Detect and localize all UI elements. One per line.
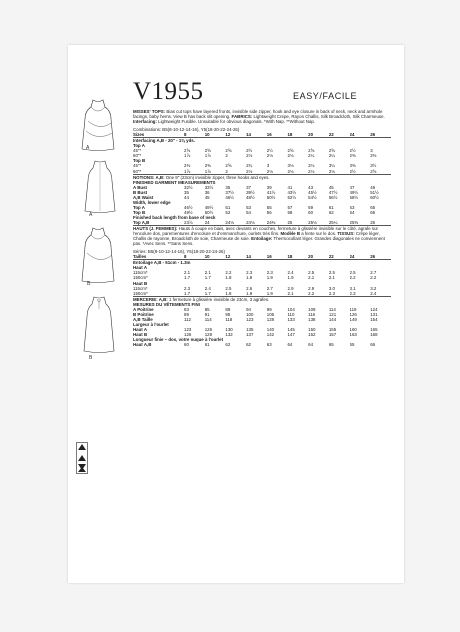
- table-row: Top B 49½ 50½ 52 54 56 58 60 62 64 66: [133, 209, 376, 215]
- sketch-view-a-back: [82, 159, 118, 215]
- table-row: 60"* 1⅞ 1⅞ 2 2⅛ 2⅛ 2⅛ 2⅛ 2⅛ 2½ 2⅝: [133, 169, 391, 175]
- table-row: A,B Taille 112 114 118 123 128 133 138 144 149 154: [133, 316, 378, 322]
- table-row: 150cm* 1.7 1.7 1.8 1.8 1.9 1.9 2.1 2.1 2.2 2.2: [133, 275, 377, 281]
- sketch-view-b-front: [78, 225, 118, 285]
- en-fabrics: Lightweight Crepe, Rayon Challis, Silk Broadcloth, Silk Charmeuse.: [252, 114, 385, 120]
- fabric-symbols: [76, 442, 88, 479]
- table-row: Haut A: [133, 265, 147, 271]
- table-row: Longueur finie – dos, votre nuque à l'ourlet: [133, 337, 224, 343]
- en-title: MISSES' TOPS:: [133, 109, 166, 114]
- table-row: Finished back length from base of neck: [133, 214, 216, 220]
- sketch-label: B: [89, 355, 93, 361]
- table-row: B Poitrine 89 91 95 100 105 110 116 121 126 131: [133, 311, 378, 317]
- table-row: NOTIONS: A,B: One 9" (23cm) invisible zipper, three hooks and eyes.: [133, 174, 270, 180]
- table-row: Top A 46½ 49½ 51 53 55 57 59 61 63 65: [133, 204, 376, 210]
- table-row: A Poitrine 83 85 89 94 99 104 109 114 119 124: [133, 306, 378, 312]
- fr-series: Séries: B5(8-10-12-14-16), Y5(18-20-22-24-26): [133, 249, 225, 255]
- table-row: Top A: [133, 143, 145, 149]
- table-row: 45"* 2⅜ 2⅜ 2⅝ 2¾ 3 3⅛ 3⅛ 3¼ 3⅜ 3½: [133, 163, 377, 169]
- french-description: HAUTS (J. FEMMES): Hauts à coupe en biais, avec devants en couches, fermeture à glissière invisible sur le côté, agrafe sur l'encolure dos, parementures d'encolure et d'emmanchure, ourlets très fins. Modèle B a fente sur le dos. TISSUS: Crêpe léger, Challis de rayonne, Broadcloth de soie, Charmeuse de soie. Entoilage: Thermocollant léger. Grandes diagonales ne conviennent pas. *Avec Sens. **Sans Sens.: [133, 226, 385, 247]
- table-row: 45"* 2⅝ 2⅝ 2⅝ 2½ 2½ 2⅝ 2⅝ 2⅝ 2½ 3: [133, 148, 373, 154]
- difficulty-label: EASY/FACILE: [293, 91, 358, 101]
- sketch-label: B: [87, 281, 91, 287]
- en-combinations: Combinations: B5(8-10-12-14-16), Y5(18-20-22-24-26): [133, 127, 240, 133]
- english-description: [133, 109, 393, 124]
- table-row: FINISHED GARMENT MEASUREMENTS: [133, 179, 216, 185]
- table-row: Entoilage A,B - 51cm - 1.3m: [133, 260, 191, 266]
- table-row: Haut A 123 126 130 135 140 145 150 155 160 165: [133, 326, 378, 332]
- en-description: Bias cut tops have layered fronts, invisible side zipper, hook and eye closure in back of neck, neck and armhole facings, baby hems. View B has back slit opening.: [133, 109, 383, 120]
- sketch-view-b-back: [81, 295, 117, 355]
- table-row: Top A,B 23⅞ 24 24⅛ 24⅛ 24⅜ 25 25⅛ 25¼ 25⅜ 26: [133, 220, 391, 226]
- pattern-description: [133, 109, 393, 347]
- table-row: 60"* 1⅞ 1⅞ 2 2⅛ 2⅛ 2⅛ 2¼ 2¼ 2⅜ 2⅜: [133, 153, 377, 159]
- table-row: B Bust 35 36 37½ 39½ 41½ 43½ 45½ 47½ 49½ 51½: [133, 189, 379, 195]
- table-row: Top B: [133, 158, 146, 164]
- pattern-sheet: [68, 45, 404, 583]
- table-row: Interfacing A,B - 20" - 1⅜ yds.: [133, 138, 195, 144]
- table-row: MESURES DU VÊTEMENTS FINI: [133, 301, 200, 307]
- table-row: Haut A,B 60 61 62 62 63 64 64 65 65 66: [133, 342, 376, 348]
- en-interfacing-label: Interfacing:: [133, 119, 157, 125]
- table-row: A Bust 32½ 33½ 35 37 39 41 43 45 47 49: [133, 184, 376, 190]
- table-row: Tailles 8 10 12 14 16 18 20 22 24 26: [133, 254, 391, 260]
- fr-yardage-table: [133, 254, 391, 347]
- en-fabrics-label: FABRICS:: [230, 114, 253, 120]
- table-row: 115cm* 2.3 2.4 2.5 2.6 2.7 2.9 2.9 3.0 3.1 3.2: [133, 285, 377, 291]
- table-row: MERCERIE: A,B: 1 fermeture à glissière invisible de 23cm, 3 agrafes.: [133, 296, 270, 302]
- table-row: Largeur à l'ourlet: [133, 321, 169, 327]
- en-yardage-table: [133, 132, 391, 226]
- sketch-view-a-front: [78, 97, 118, 153]
- table-row: 115cm* 2.1 2.1 2.2 2.3 2.3 2.4 2.5 2.5 2.5 2.7: [133, 270, 377, 276]
- table-row: Haut B 126 128 132 137 142 147 152 157 163 168: [133, 331, 378, 337]
- table-row: Width, lower edge: [133, 199, 171, 205]
- en-interfacing: Lightweight Fusible. Unsuitable for obvious diagonals. *With Nap. **Without Nap.: [156, 119, 316, 125]
- table-row: A,B Waist 44 45 46½ 48½ 50½ 52½ 54½ 56½ 58½ 60½: [133, 194, 379, 200]
- table-row: Haut B: [133, 280, 148, 286]
- sketch-label: A: [89, 212, 93, 218]
- pattern-number: V1955: [133, 78, 204, 105]
- table-row: Sizes 8 10 12 14 16 18 20 22 24 26: [133, 132, 391, 138]
- table-row: 150cm* 1.7 1.7 1.8 1.9 1.9 2.1 2.2 2.3 2.3 2.4: [133, 291, 391, 297]
- sketch-label: A: [86, 145, 90, 151]
